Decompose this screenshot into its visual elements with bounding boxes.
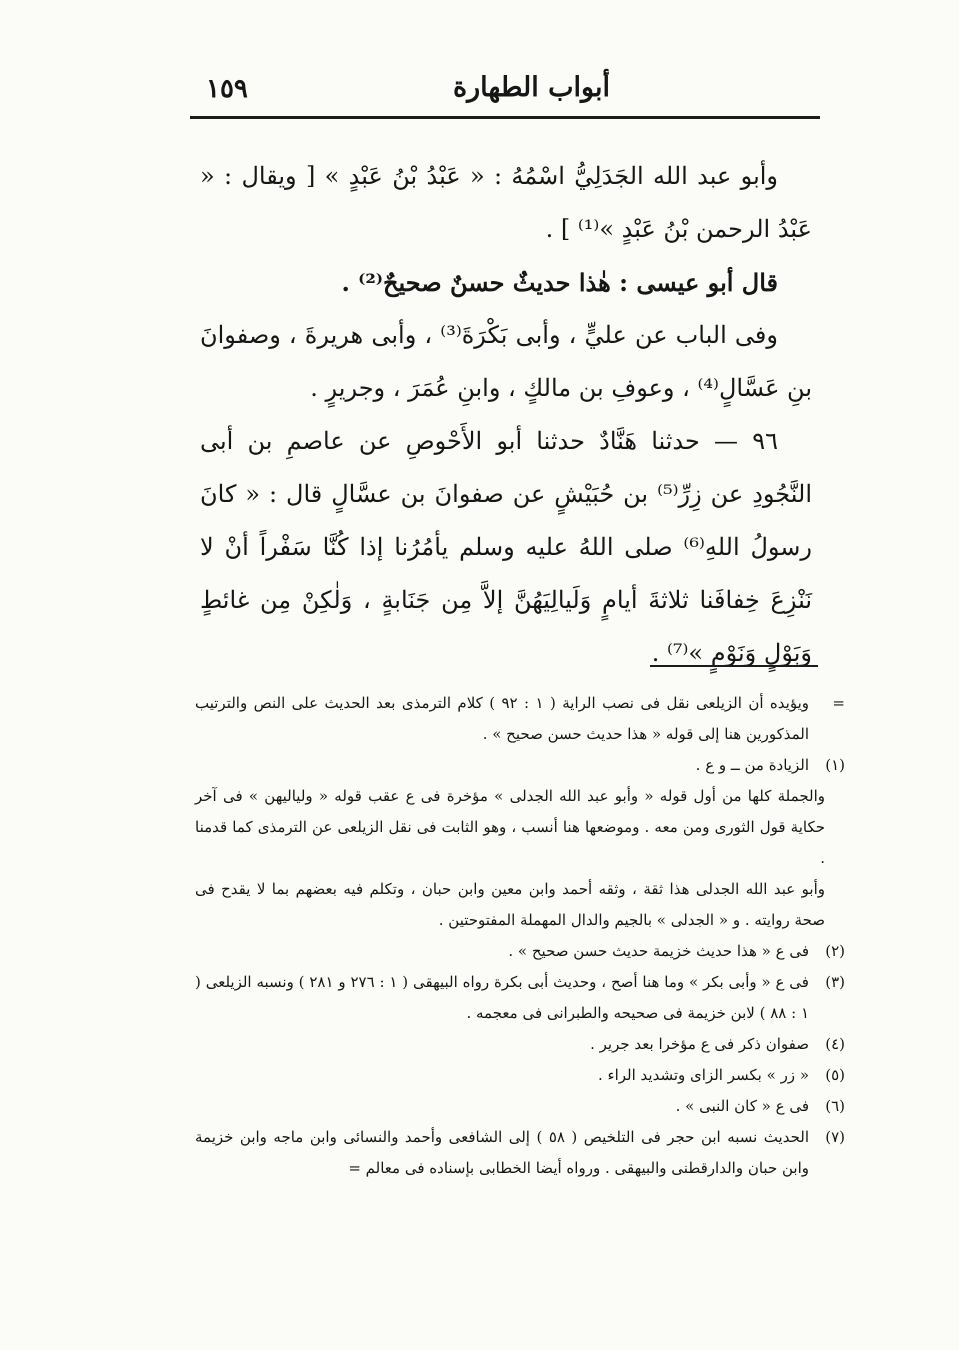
text-paragraph: وأبو عبد الله الجَدَلِيُّ اسْمُهُ : « عَبْدُ بْنُ عَبْدٍ » [ ويقال : « عَبْدُ الرحمن بْنُ عَبْدٍ »⁽¹⁾ ] . bbox=[200, 162, 812, 243]
hadith-paragraph: ٩٦ — حدثنا هَنَّادٌ حدثنا أبو الأَحْوصِ عن عاصمِ بن أبى النَّجُودِ عن زِرِّ⁽⁵⁾ بن حُبَيْشٍ عن صفوانَ بن عسَّالٍ قال : « كانَ رسولُ اللهِ⁽⁶⁾ صلى اللهُ عليه وسلم يأمُرُنا إذا كُنَّا سَفْراً أنْ لا نَنْزِعَ خِفافَنا ثلاثةَ أيامٍ وَلَيالِيَهُنَّ إلاَّ مِن جَنَابةٍ ، وَلٰكِنْ مِن غائطٍ وَبَوْلٍ وَنَوْمٍ »⁽⁷⁾ . bbox=[200, 427, 812, 667]
footnote-number: (٣) bbox=[825, 973, 845, 991]
footnote-number: = bbox=[832, 694, 845, 712]
footnote-continuation: والجملة كلها من أول قوله « وأبو عبد الله الجدلى » مؤخرة فى ع عقب قوله « ولياليهن » فى آخر حكاية قول الثورى ومن معه . وموضعها هنا أنسب ، وهو الثابت فى نقل الزيلعى عن الترمذى كما قدمنا . bbox=[195, 787, 825, 867]
footnote bbox=[195, 750, 845, 781]
footnote bbox=[195, 1122, 845, 1184]
text-paragraph: وفى الباب عن عليٍّ ، وأبى بَكْرَةَ⁽³⁾ ، وأبى هريرةَ ، وصفوانَ بنِ عَسَّالٍ⁽⁴⁾ ، وعوفِ بن مالكٍ ، وابنِ عُمَرَ ، وجريرٍ . bbox=[200, 321, 812, 402]
footnote-rule bbox=[650, 665, 818, 667]
footnotes bbox=[195, 688, 845, 1184]
footnote bbox=[195, 1060, 845, 1091]
footnote bbox=[195, 936, 845, 967]
footnote-number: (٦) bbox=[825, 1097, 845, 1115]
main-text bbox=[200, 150, 812, 680]
footnote bbox=[195, 967, 845, 1029]
footnote-text: الحديث نسبه ابن حجر فى التلخيص ( ٥٨ ) إلى الشافعى وأحمد والنسائى وابن ماجه وابن خزيمة وابن حبان والدارقطنى والبيهقى . ورواه أيضا الخطابى بإسناده فى معالم = bbox=[195, 1128, 809, 1177]
page-number: ١٥٩ bbox=[206, 74, 248, 104]
footnote-text: فى ع « كان النبى » . bbox=[675, 1097, 809, 1115]
text-paragraph: قال أبو عيسى : هٰذا حديثٌ حسنٌ صحيحٌ⁽²⁾ . bbox=[341, 268, 778, 297]
footnote-number: (١) bbox=[825, 756, 845, 774]
chapter-title: أبواب الطهارة bbox=[452, 72, 610, 103]
footnote bbox=[195, 1091, 845, 1122]
footnote bbox=[195, 1029, 845, 1060]
footnote-number: (٧) bbox=[825, 1128, 845, 1146]
footnote-number: (٥) bbox=[825, 1066, 845, 1084]
footnote-text: صفوان ذكر فى ع مؤخرا بعد جرير . bbox=[590, 1035, 809, 1053]
header-rule bbox=[190, 116, 820, 119]
footnote-number: (٢) bbox=[825, 942, 845, 960]
footnote-text: فى ع « وأبى بكر » وما هنا أصح ، وحديث أبى بكرة رواه البيهقى ( ١ : ٢٧٦ و ٢٨١ ) ونسبه الزيلعى ( ١ : ٨٨ ) لابن خزيمة فى صحيحه والطبرانى فى معجمه . bbox=[195, 973, 809, 1022]
footnote-number: (٤) bbox=[825, 1035, 845, 1053]
footnote bbox=[195, 688, 845, 750]
footnote-text: ويؤيده أن الزيلعى نقل فى نصب الراية ( ١ : ٩٢ ) كلام الترمذى بعد الحديث على النص والترتيب المذكورين هنا إلى قوله « هذا حديث حسن صحيح » . bbox=[195, 694, 809, 743]
footnote-text: الزيادة من ــ و ع . bbox=[695, 756, 809, 774]
footnote-text: « زر » بكسر الزاى وتشديد الراء . bbox=[598, 1066, 809, 1084]
footnote-continuation: وأبو عبد الله الجدلى هذا ثقة ، وثقه أحمد وابن معين وابن حبان ، وتكلم فيه بعضهم بما لا يقدح فى صحة روايته . و « الجدلى » بالجيم والدال المهملة المفتوحتين . bbox=[195, 880, 825, 929]
footnote-text: فى ع « هذا حديث خزيمة حديث حسن صحيح » . bbox=[508, 942, 809, 960]
page-header bbox=[190, 70, 810, 110]
